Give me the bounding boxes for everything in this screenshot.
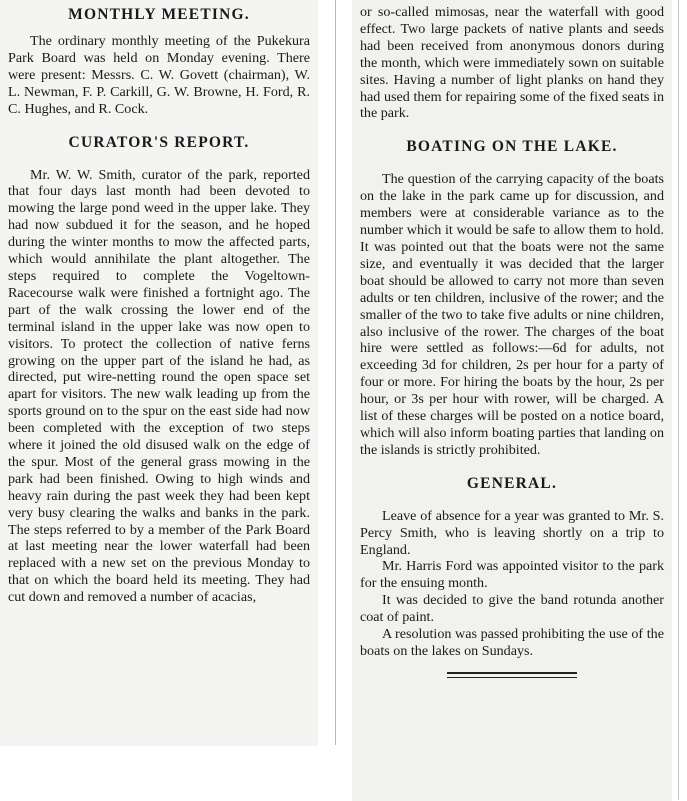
left-column	[0, 0, 318, 746]
leave-of-absence-paragraph: Leave of absence for a year was granted to Mr. S. Percy Smith, who is leaving shortly on a trip to England.	[360, 507, 664, 558]
right-column	[352, 0, 672, 801]
visitor-appointment-paragraph: Mr. Harris Ford was appointed visitor to the park for the ensuing month.	[360, 558, 664, 592]
monthly-meeting-heading: MONTHLY MEETING.	[68, 6, 250, 23]
curators-report-heading: CURATOR'S REPORT.	[68, 133, 250, 151]
general-heading: GENERAL.	[466, 474, 558, 492]
band-rotunda-paragraph: It was decided to give the band rotunda another coat of paint.	[360, 592, 664, 626]
boating-paragraph: The question of the carrying capacity of the boats on the lake in the park came up for discussion, and members were at considerable variance as to the number which it would be safe to allow them to hold. It was pointed out that the boats were not the same size, and eventually it was decided that the larger boat should be allowed to carry not more than seven adults or ten children, inclusive of the rower; and the smaller of the two to take five adults or nine children, also inclusive of the rower. The charges of the boat hire were settled as follows:—6d for adults, not exceeding 3d for children, 2s per hour for a party of four or more. For hiring the boats by the hour, 2s per hour, or 3s per hour with rower, will be charged. A list of these charges will be posted on a notice board, which will also inform boating parties that landing on the islands is strictly prohibited.	[360, 171, 664, 458]
sunday-boating-resolution-paragraph: A resolution was passed prohibiting the use of the boats on the lakes on Sundays.	[360, 626, 664, 659]
curators-report-continued: or so-called mimosas, near the waterfall with good effect. Two large packets of native plants and seeds had been received from anonymous donors during the month, which were immediately sown on suitable sites. Having a number of light planks on hand they had used them for repairing some of the fixed seats in the park.	[360, 4, 664, 122]
page-edge-line	[678, 0, 679, 800]
end-rule	[447, 672, 577, 678]
column-divider	[335, 0, 336, 745]
attendance-paragraph: The ordinary monthly meeting of the Pukekura Park Board was held on Monday evening. There were present: Messrs. C. W. Govett (chairman), W. L. Newman, F. P. Carkill, G. W. Browne, H. Ford, R. C. Hughes, and R. Cock.	[8, 33, 310, 117]
boating-heading: BOATING ON THE LAKE.	[406, 138, 618, 156]
curators-report-paragraph: Mr. W. W. Smith, curator of the park, reported that four days last month had been devoted to mowing the large pond weed in the upper lake. They had now subdued it for the season, and he hoped during the winter months to mow the affected parts, which would annihilate the plant altogether. The steps required to complete the Vogeltown-Racecourse walk were finished a fortnight ago. The part of the walk crossing the lower end of the terminal island in the upper lake was now open to visitors. To protect the collection of native ferns growing on the upper part of the island he had, as directed, put wire-netting round the open space set apart for visitors. The new walk leading up from the sports ground on to the spur on the east side had now been completed with the exception of two steps where it joined the old disused walk on the edge of the spur. Most of the general grass mowing in the park had been finished. Owing to high winds and heavy rain during the past week they had been kept very busy clearing the walks and banks in the park. The steps referred to by a member of the Park Board at last meeting near the lower waterfall had been replaced with a new set on the previous Monday to that on which the board held its meeting. They had cut down and removed a number of acacias,	[8, 166, 310, 606]
